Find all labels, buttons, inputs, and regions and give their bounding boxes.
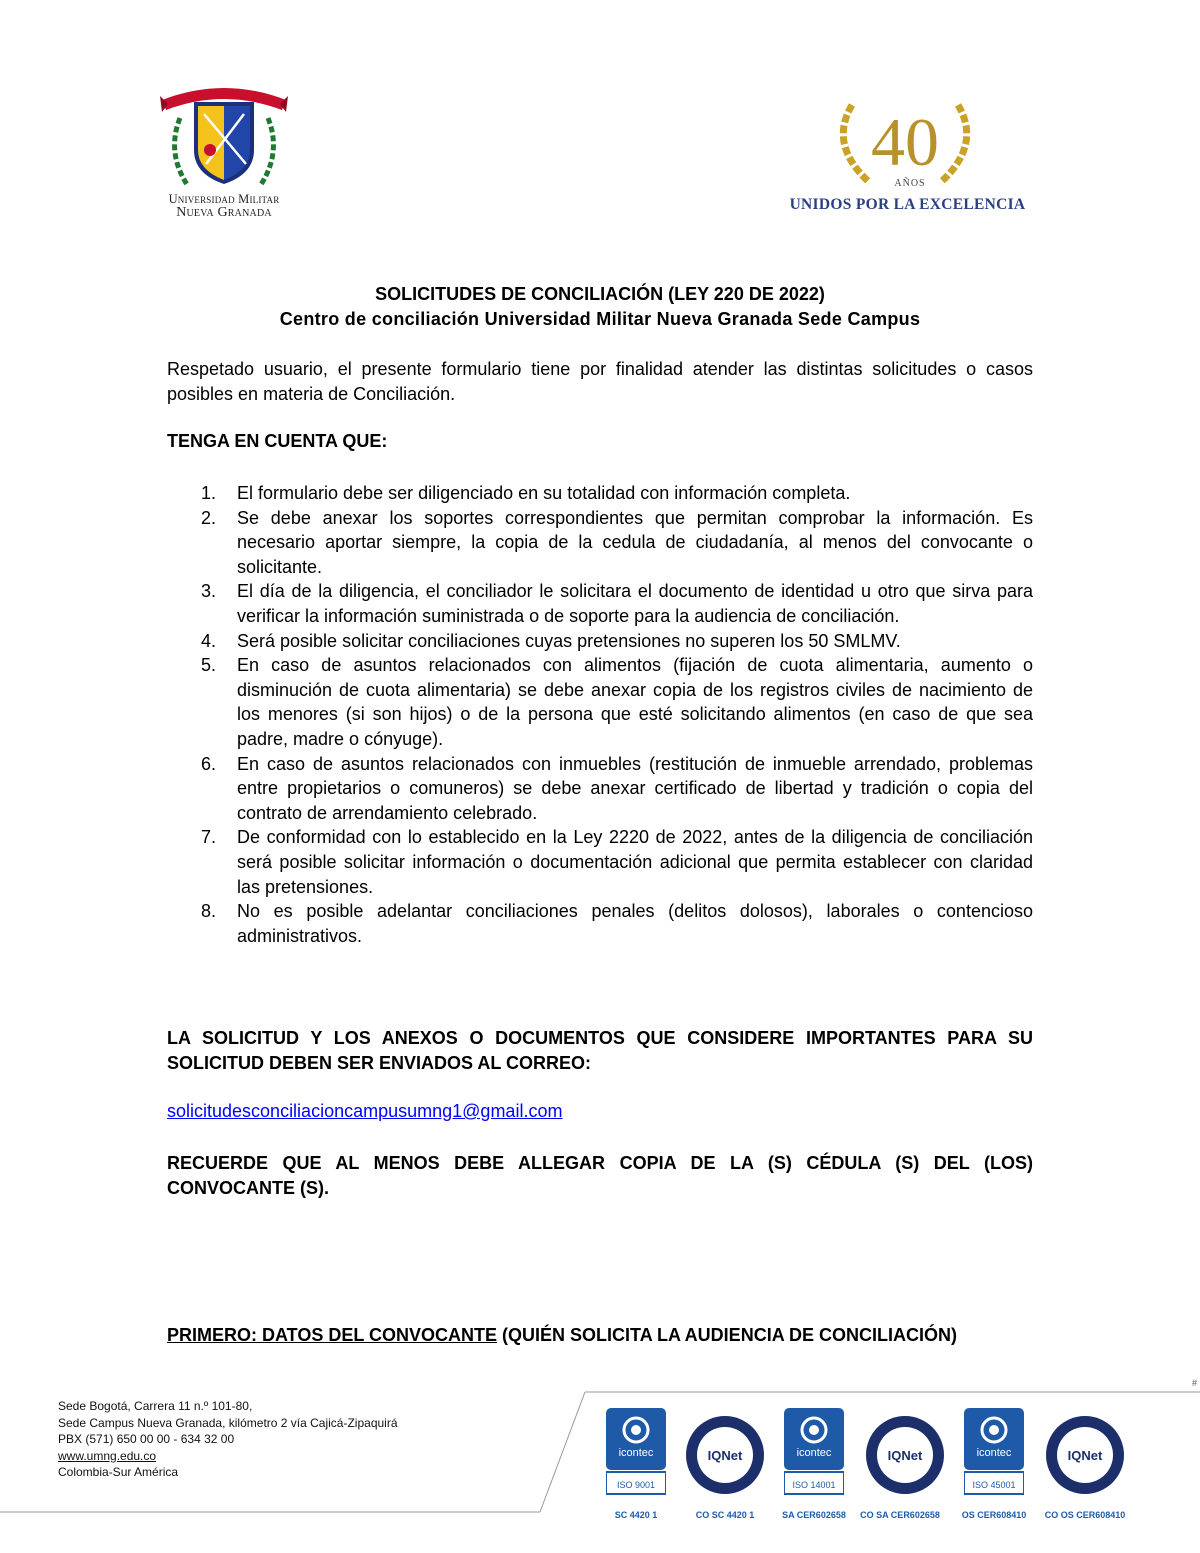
list-item — [167, 653, 1033, 751]
section-heading — [167, 1323, 1033, 1348]
list-item-text: En caso de asuntos relacionados con inmuebles (restitución de inmueble arrendado, problemas entre propietarios o comuneros) se debe anexar certificado de libertad y tradición o copia del contrato de arrendamiento celebrado. — [237, 753, 1033, 823]
footer-line: Sede Campus Nueva Granada, kilómetro 2 vía Cajicá-Zipaquirá — [58, 1415, 398, 1430]
list-item-number: 5. — [201, 655, 217, 676]
list-item-text: El día de la diligencia, el conciliador le solicitara el documento de identidad u otro que sirva para verificar la información suministrada o de soporte para la audiencia de conciliación. — [237, 581, 1033, 626]
list-item-number: 3. — [201, 581, 217, 602]
university-name-line1: Universidad Militar — [168, 192, 280, 206]
list-item — [167, 629, 1033, 654]
anniversary-number: 40 — [871, 104, 939, 180]
list-item-text: El formulario debe ser diligenciado en su totalidad con información completa. — [237, 483, 851, 503]
svg-text:icontec: icontec — [796, 1447, 832, 1459]
list-item-number: 2. — [201, 507, 217, 528]
list-item — [167, 481, 1033, 506]
cert-code: OS CER608410 — [961, 1510, 1027, 1520]
footer-address — [58, 1398, 398, 1481]
iqnet-badge — [684, 1414, 766, 1496]
footer-line: PBX (571) 650 00 00 - 634 32 00 — [58, 1432, 235, 1446]
svg-text:ISO 9001: ISO 9001 — [616, 1480, 656, 1490]
list-item-text: De conformidad con lo establecido en la Ley 2220 de 2022, antes de la diligencia de conciliación será posible solicitar información o documentación adicional que permita establecer con claridad las pretensiones. — [237, 827, 1033, 897]
website-link[interactable]: www.umng.edu.co — [58, 1448, 157, 1463]
conditions-list — [167, 481, 1033, 948]
anniversary-tagline: UNIDOS POR LA EXCELENCIA — [789, 196, 1026, 213]
page-mark: # — [1192, 1378, 1198, 1388]
svg-text:icontec: icontec — [976, 1447, 1012, 1459]
send-notice: LA SOLICITUD Y LOS ANEXOS O DOCUMENTOS QUE CONSIDERE IMPORTANTES PARA SU SOLICITUD DEBEN SER ENVIADOS AL CORREO: — [167, 1028, 1033, 1073]
iqnet-badge — [864, 1414, 946, 1496]
university-name — [158, 192, 290, 220]
svg-text:IQNet: IQNet — [1067, 1448, 1103, 1463]
list-item-number: 8. — [201, 901, 217, 922]
notice-heading: TENGA EN CUENTA QUE: — [167, 431, 388, 451]
list-item — [167, 506, 1033, 580]
iqnet-badge — [1044, 1414, 1126, 1496]
icontec-badge — [606, 1408, 666, 1498]
anniversary-years: AÑOS — [894, 178, 926, 189]
email-link[interactable]: solicitudesconciliacioncampusumng1@gmail.com — [167, 1101, 563, 1121]
svg-text:ISO 45001: ISO 45001 — [972, 1480, 1016, 1490]
university-name-line2: Nueva Granada — [176, 205, 272, 220]
cert-code: SC 4420 1 — [614, 1510, 658, 1520]
svg-text:IQNet: IQNet — [887, 1448, 923, 1463]
footer-line: Sede Bogotá, Carrera 11 n.º 101-80, — [58, 1399, 253, 1413]
intro-paragraph: Respetado usuario, el presente formulario tiene por finalidad atender las distintas solicitudes o casos posibles en materia de Conciliación. — [167, 359, 1033, 404]
document-title: SOLICITUDES DE CONCILIACIÓN (LEY 220 DE 2022) — [375, 284, 825, 304]
cert-code: CO SC 4420 1 — [695, 1510, 755, 1520]
list-item-text: Será posible solicitar conciliaciones cuyas pretensiones no superen los 50 SMLMV. — [237, 630, 901, 651]
list-item-text: En caso de asuntos relacionados con alimentos (fijación de cuota alimentaria, aumento o disminución de cuota alimentaria) se debe anexar copia de los registros civiles de nacimiento de los menores (si son hijos) o de la persona que esté solicitando alimentos (en caso de que sea padre, madre o cónyuge). — [237, 655, 1033, 749]
svg-text:ISO 14001: ISO 14001 — [792, 1480, 836, 1490]
list-item-text: No es posible adelantar conciliaciones penales (delitos dolosos), laborales o contencioso administrativos. — [237, 901, 1033, 946]
list-item-number: 4. — [201, 630, 217, 651]
cert-code: SA CER602658 — [782, 1510, 846, 1520]
cert-code: CO OS CER608410 — [1044, 1510, 1126, 1520]
section-heading-underlined: PRIMERO: DATOS DEL CONVOCANTE — [167, 1325, 498, 1345]
section-heading-rest: (QUIÉN SOLICITA LA AUDIENCIA DE CONCILIACIÓN) — [497, 1325, 958, 1345]
list-item — [167, 752, 1033, 826]
svg-text:IQNet: IQNet — [707, 1448, 743, 1463]
footer-line: Colombia-Sur América — [58, 1465, 179, 1479]
icontec-badge — [964, 1408, 1024, 1498]
list-item-number: 7. — [201, 827, 217, 848]
document-subtitle: Centro de conciliación Universidad Militar Nueva Granada Sede Campus — [279, 309, 921, 329]
svg-text:icontec: icontec — [618, 1447, 654, 1459]
icontec-badge — [784, 1408, 844, 1498]
list-item-number: 1. — [201, 483, 217, 503]
cert-code: CO SA CER602658 — [860, 1510, 940, 1520]
list-item — [167, 825, 1033, 899]
list-item — [167, 899, 1033, 948]
list-item-number: 6. — [201, 753, 217, 774]
list-item — [167, 579, 1033, 628]
list-item-text: Se debe anexar los soportes correspondientes que permitan comprobar la información. Es necesario aportar siempre, la copia de la cedula de ciudadanía, al menos del convocante o solicitante. — [237, 507, 1033, 577]
reminder-notice: RECUERDE QUE AL MENOS DEBE ALLEGAR COPIA DE LA (S) CÉDULA (S) DEL (LOS) CONVOCANTE (S). — [167, 1153, 1033, 1198]
